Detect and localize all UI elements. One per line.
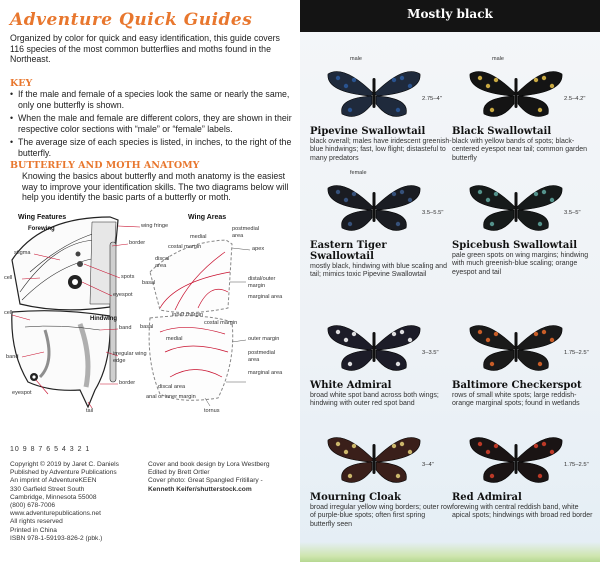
wing-spot bbox=[490, 222, 494, 226]
butterfly-wing bbox=[328, 72, 374, 97]
species-name: Eastern Tiger Swallowtail bbox=[310, 240, 387, 262]
butterfly-wing bbox=[470, 326, 516, 351]
printing-line: 10 9 8 7 6 5 4 3 2 1 bbox=[10, 446, 91, 453]
size-label: 3–3.5" bbox=[422, 350, 439, 356]
wing-features-title: Wing Features bbox=[18, 214, 67, 221]
butterfly-wing bbox=[376, 210, 406, 230]
butterfly-wing bbox=[328, 326, 374, 351]
copyright-line: Published by Adventure Publications bbox=[10, 469, 117, 477]
copyright-block bbox=[10, 461, 150, 543]
butterfly-photo bbox=[452, 178, 594, 238]
butterfly-illustration bbox=[324, 178, 424, 238]
wing-spot bbox=[538, 108, 542, 112]
copyright-line: Printed in China bbox=[10, 526, 57, 534]
species-card bbox=[452, 430, 594, 521]
butterfly-wing bbox=[374, 72, 420, 97]
wing-spot bbox=[400, 330, 404, 334]
wing-spot bbox=[352, 78, 356, 82]
label-tornus: tornus bbox=[204, 408, 220, 414]
wing-spot bbox=[408, 198, 412, 202]
butterfly-wing bbox=[374, 326, 420, 351]
wing-spot bbox=[344, 450, 348, 454]
wing-spot bbox=[344, 338, 348, 342]
wing-spot bbox=[396, 362, 400, 366]
species-card bbox=[310, 430, 452, 529]
label-distal-margin: distal/outer margin bbox=[248, 276, 276, 289]
butterfly-illustration bbox=[466, 430, 566, 490]
photo-credit: Kenneth Keifer/shutterstock.com bbox=[148, 485, 252, 493]
butterfly-body bbox=[515, 192, 518, 222]
wing-spot bbox=[534, 78, 538, 82]
wing-spot bbox=[478, 190, 482, 194]
wing-spot bbox=[348, 222, 352, 226]
wing-spot bbox=[538, 362, 542, 366]
credit-line: Cover photo: Great Spangled Fritillary - bbox=[148, 477, 263, 485]
size-label: 3.5–5.5" bbox=[422, 210, 444, 216]
butterfly-photo bbox=[452, 318, 594, 378]
grass-decoration bbox=[300, 542, 600, 562]
sex-label: male bbox=[350, 56, 362, 62]
size-label: 3–4" bbox=[422, 462, 434, 468]
credits-block bbox=[148, 461, 298, 494]
species-description: rows of small white spots; large reddish-orange marginal spots; found in wetlands bbox=[452, 392, 580, 408]
label-postmedial: postmedial area bbox=[232, 226, 260, 239]
wing-spot bbox=[538, 474, 542, 478]
wing-spot bbox=[408, 84, 412, 88]
butterfly-body bbox=[515, 444, 518, 474]
butterfly-wing bbox=[518, 462, 548, 482]
size-label: 1.75–2.5" bbox=[564, 350, 589, 356]
label-costal-hind: costal margin bbox=[204, 320, 238, 326]
butterfly-wing bbox=[328, 438, 374, 463]
butterfly-photo bbox=[452, 430, 594, 490]
label-cell-hind: cell bbox=[4, 310, 13, 316]
butterfly-body bbox=[373, 332, 376, 362]
butterfly-wing bbox=[516, 72, 562, 97]
label-basal-hind: basal bbox=[140, 324, 154, 330]
butterfly-wing bbox=[328, 186, 374, 211]
wing-spot bbox=[478, 330, 482, 334]
butterfly-photo bbox=[310, 170, 452, 238]
forewing-label: Forewing bbox=[28, 226, 55, 232]
wing-spot bbox=[494, 444, 498, 448]
wing-spot bbox=[348, 474, 352, 478]
wing-spot bbox=[408, 450, 412, 454]
species-name: Black Swallowtail bbox=[452, 126, 552, 137]
wing-spot bbox=[392, 332, 396, 336]
butterfly-photo bbox=[310, 318, 452, 378]
anatomy-text: Knowing the basics about butterfly and moth anatomy is the easiest way to improve your identification skills. The two diagrams below will help you identify the basic parts of a butterfly or moth. bbox=[22, 171, 289, 203]
wing-diagram-svg bbox=[0, 212, 300, 417]
butterfly-body bbox=[373, 192, 376, 222]
copyright-line: ISBN 978-1-59193-826-2 (pbk.) bbox=[10, 534, 103, 542]
wing-spot bbox=[392, 78, 396, 82]
copyright-line: Copyright © 2019 by Jaret C. Daniels bbox=[10, 461, 119, 468]
butterfly-body bbox=[373, 78, 376, 108]
wing-spot bbox=[538, 222, 542, 226]
wing-spot bbox=[490, 108, 494, 112]
wing-spot bbox=[392, 192, 396, 196]
wing-spot bbox=[550, 198, 554, 202]
label-inner-margin: inner margin bbox=[172, 312, 204, 318]
butterfly-wing bbox=[518, 350, 548, 370]
species-description: mostly black, hindwing with blue scaling and tail; mimics toxic Pipevine Swallowtail bbox=[310, 263, 447, 279]
butterfly-illustration bbox=[466, 318, 566, 378]
anatomy-heading: BUTTERFLY AND MOTH ANATOMY bbox=[10, 160, 200, 171]
section-band bbox=[300, 0, 600, 32]
species-card bbox=[452, 56, 594, 163]
wing-spot bbox=[550, 450, 554, 454]
butterfly-wing bbox=[374, 438, 420, 463]
label-band-hind: band bbox=[6, 354, 19, 360]
credit-line: Edited by Brett Ortler bbox=[148, 469, 210, 477]
label-marginal: marginal area bbox=[248, 294, 283, 300]
wing-spot bbox=[400, 76, 404, 80]
key-bullet: • If the male and female of a species look the same or nearly the same, only one butterfly is shown. bbox=[10, 89, 292, 110]
label-apex: apex bbox=[252, 246, 265, 252]
hindwing-label: Hindwing bbox=[90, 316, 117, 322]
label-wing-fringe: wing fringe bbox=[141, 223, 169, 229]
wing-spot bbox=[550, 84, 554, 88]
wing-spot bbox=[352, 332, 356, 336]
copyright-line: Cambridge, Minnesota 55008 bbox=[10, 493, 97, 501]
label-cell: cell bbox=[4, 275, 13, 281]
label-marginal-hind: marginal area bbox=[248, 370, 283, 376]
wing-spot bbox=[336, 330, 340, 334]
wing-spot bbox=[494, 78, 498, 82]
wing-spot bbox=[392, 444, 396, 448]
species-card bbox=[452, 178, 594, 277]
butterfly-wing bbox=[484, 350, 514, 370]
species-name: Baltimore Checkerspot bbox=[452, 380, 582, 391]
wing-spot bbox=[490, 362, 494, 366]
credit-line: Cover and book design by Lora Westberg bbox=[148, 461, 270, 468]
wing-spot bbox=[344, 198, 348, 202]
sex-label: male bbox=[492, 56, 504, 62]
wing-spot bbox=[534, 192, 538, 196]
species-card bbox=[452, 318, 594, 409]
species-name: Mourning Cloak bbox=[310, 492, 401, 503]
butterfly-wing bbox=[518, 96, 548, 116]
butterfly-illustration bbox=[466, 64, 566, 124]
butterfly-body bbox=[515, 332, 518, 362]
butterfly-wing bbox=[516, 186, 562, 211]
species-description: broad irregular yellow wing borders; outer row of purple-blue spots; often first spring butterfly seen bbox=[310, 504, 453, 528]
species-description: black overall; males have iridescent greenish-blue hindwings; fast, low flight; distasteful to many predators bbox=[310, 138, 452, 162]
butterfly-wing bbox=[484, 210, 514, 230]
species-name: Red Admiral bbox=[452, 492, 522, 503]
wing-spot bbox=[336, 442, 340, 446]
section-title: Mostly black bbox=[407, 7, 493, 21]
size-label: 3.5–5" bbox=[564, 210, 581, 216]
copyright-line: (800) 678-7006 bbox=[10, 502, 56, 510]
wing-spot bbox=[336, 190, 340, 194]
butterfly-wing bbox=[484, 96, 514, 116]
wing-spot bbox=[344, 84, 348, 88]
label-border: border bbox=[129, 240, 146, 246]
label-costal-margin: costal margin bbox=[168, 244, 202, 250]
wing-spot bbox=[486, 450, 490, 454]
species-card bbox=[310, 170, 452, 280]
wing-spot bbox=[336, 76, 340, 80]
butterfly-wing bbox=[374, 186, 420, 211]
wing-spot bbox=[490, 474, 494, 478]
label-basal: basal bbox=[142, 280, 156, 286]
label-discal-hind: discal area bbox=[158, 384, 186, 390]
label-medial-hind: medial bbox=[166, 336, 183, 342]
key-list bbox=[10, 89, 292, 162]
butterfly-wing bbox=[516, 326, 562, 351]
butterfly-photo bbox=[452, 56, 594, 124]
label-irregular-edge: irregular wing edge bbox=[113, 351, 147, 364]
label-discal: discal area bbox=[155, 256, 170, 269]
species-description: broad white spot band across both wings; hindwing with outer red spot band bbox=[310, 392, 439, 408]
size-label: 1.75–2.5" bbox=[564, 462, 589, 468]
wing-spot bbox=[396, 108, 400, 112]
wing-spot bbox=[400, 442, 404, 446]
wing-spot bbox=[542, 442, 546, 446]
label-spots: spots bbox=[121, 274, 135, 280]
butterfly-illustration bbox=[324, 64, 424, 124]
copyright-line: www.adventurepublications.net bbox=[10, 510, 101, 518]
wing-spot bbox=[348, 362, 352, 366]
label-eyespot: eyespot bbox=[113, 292, 133, 298]
butterfly-wing bbox=[516, 438, 562, 463]
species-card bbox=[310, 318, 452, 409]
right-page bbox=[300, 0, 600, 562]
label-eyespot-hind: eyespot bbox=[12, 390, 32, 396]
label-medial: medial bbox=[190, 234, 207, 240]
guide-title: Adventure Quick Guides bbox=[10, 10, 253, 30]
intro-text: Organized by color for quick and easy identification, this guide covers 116 species of the most common butterflies and moths found in the Northeast. bbox=[10, 33, 280, 65]
butterfly-illustration bbox=[324, 318, 424, 378]
species-name: White Admiral bbox=[310, 380, 392, 391]
label-tail: tail bbox=[86, 408, 94, 414]
wing-spot bbox=[534, 444, 538, 448]
wing-spot bbox=[348, 108, 352, 112]
butterfly-wing bbox=[376, 350, 406, 370]
wing-spot bbox=[396, 222, 400, 226]
butterfly-wing bbox=[376, 96, 406, 116]
size-label: 2.5–4.2" bbox=[564, 96, 586, 102]
wing-areas-title: Wing Areas bbox=[188, 214, 227, 221]
butterfly-body bbox=[373, 444, 376, 474]
size-label: 2.75–4" bbox=[422, 96, 442, 102]
butterfly-wing bbox=[342, 96, 372, 116]
sex-label: female bbox=[350, 170, 367, 176]
species-card bbox=[310, 56, 452, 163]
wing-spot bbox=[494, 192, 498, 196]
wing-spot bbox=[494, 332, 498, 336]
wing-spot bbox=[478, 76, 482, 80]
butterfly-body bbox=[515, 78, 518, 108]
butterfly-wing bbox=[484, 462, 514, 482]
wing-spot bbox=[542, 76, 546, 80]
species-description: black with yellow bands of spots; black-centered eyespot near tail; common garden butterfly bbox=[452, 138, 588, 162]
species-name: Pipevine Swallowtail bbox=[310, 126, 426, 137]
butterfly-wing bbox=[342, 350, 372, 370]
wing-spot bbox=[396, 474, 400, 478]
butterfly-photo bbox=[310, 430, 452, 490]
wing-spot bbox=[352, 444, 356, 448]
label-outer-margin: outer margin bbox=[248, 336, 280, 342]
key-bullet: • The average size of each species is listed, in inches, to the right of the butterfly. bbox=[10, 137, 292, 158]
wing-spot bbox=[486, 338, 490, 342]
butterfly-wing bbox=[470, 72, 516, 97]
butterfly-wing bbox=[470, 186, 516, 211]
wing-spot bbox=[542, 330, 546, 334]
key-bullet: • When the male and female are different colors, they are shown in their respective color sections with “male” or “female” labels. bbox=[10, 113, 292, 134]
wing-spot bbox=[486, 198, 490, 202]
butterfly-wing bbox=[518, 210, 548, 230]
species-description: forewing with central reddish band, white apical spots; hindwings with broad red border bbox=[452, 504, 593, 520]
butterfly-illustration bbox=[466, 178, 566, 238]
label-postmedial-hind: postmedial area bbox=[248, 350, 276, 363]
wing-spot bbox=[550, 338, 554, 342]
butterfly-wing bbox=[470, 438, 516, 463]
butterfly-photo bbox=[310, 56, 452, 124]
label-anal-margin: anal or inner margin bbox=[146, 394, 196, 400]
wing-spot bbox=[486, 84, 490, 88]
butterfly-wing bbox=[376, 462, 406, 482]
butterfly-wing bbox=[342, 210, 372, 230]
label-stigma: stigma bbox=[14, 250, 31, 256]
wing-spot bbox=[542, 190, 546, 194]
key-heading: KEY bbox=[10, 78, 33, 89]
wing-spot bbox=[478, 442, 482, 446]
wing-spot bbox=[400, 190, 404, 194]
butterfly-wing bbox=[342, 462, 372, 482]
copyright-line: All rights reserved bbox=[10, 518, 63, 526]
wing-spot bbox=[534, 332, 538, 336]
species-description: pale green spots on wing margins; hindwing with much greenish-blue scaling; orange eyespot and tail bbox=[452, 252, 589, 276]
copyright-line: An imprint of AdventureKEEN bbox=[10, 477, 97, 485]
label-border-hind: border bbox=[119, 380, 136, 386]
wing-spot bbox=[352, 192, 356, 196]
wing-spot bbox=[408, 338, 412, 342]
butterfly-illustration bbox=[324, 430, 424, 490]
label-band: band bbox=[119, 325, 132, 331]
copyright-line: 330 Garfield Street South bbox=[10, 485, 85, 493]
species-name: Spicebush Swallowtail bbox=[452, 240, 577, 251]
anatomy-diagram bbox=[0, 212, 300, 417]
